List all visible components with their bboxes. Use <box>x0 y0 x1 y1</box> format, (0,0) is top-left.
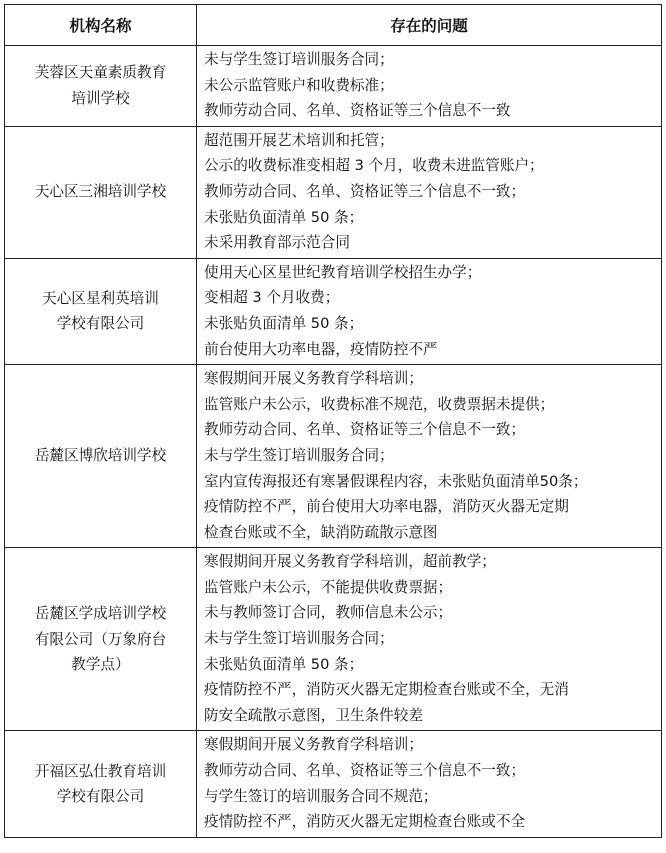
issue-line: 教师劳动合同、名单、资格证等三个信息不一致 <box>204 102 511 120</box>
issue-line: 未与教师签订合同，教师信息未公示； <box>204 604 453 622</box>
institution-name-line: 芙蓉区天童素质教育 <box>34 64 167 82</box>
header-institution-name: 机构名称 <box>5 5 197 46</box>
issue-line: 未张贴负面清单 50 条； <box>204 208 364 226</box>
issue-line: 检查台账或不全，缺消防疏散示意图 <box>204 523 438 541</box>
table-row <box>5 126 662 258</box>
institution-name-line: 学校有限公司 <box>56 315 145 333</box>
issue-line: 疫情防控不严，消防灭火器无定期检查台账或不全，无消 <box>204 681 569 699</box>
inspection-table-container <box>4 4 662 838</box>
institution-name-cell <box>5 548 197 731</box>
institution-name-cell <box>5 46 197 127</box>
issue-line: 寒假期间开展义务教育学科培训，超前教学； <box>204 553 496 571</box>
table-row <box>5 548 662 731</box>
table-row <box>5 258 662 364</box>
issue-line: 寒假期间开展义务教育学科培训； <box>204 736 423 754</box>
issues-cell <box>197 258 662 364</box>
institution-name-line: 岳麓区学成培训学校 <box>34 604 167 622</box>
header-issues: 存在的问题 <box>197 5 662 46</box>
institution-name-cell <box>5 365 197 548</box>
table-row <box>5 46 662 127</box>
issues-cell <box>197 548 662 731</box>
issue-line: 未采用教育部示范合同 <box>204 234 350 252</box>
issue-line: 变相超 3 个月收费； <box>204 289 340 307</box>
institution-name-line: 开福区弘仕教育培训 <box>34 762 167 780</box>
institution-name-line: 有限公司（万象府台 <box>34 630 167 648</box>
table-row <box>5 365 662 548</box>
issue-line: 疫情防控不严，前台使用大功率电器，消防灭火器无定期 <box>204 498 569 516</box>
issue-line: 监管账户未公示，收费标准不规范，收费票据未提供； <box>204 395 555 413</box>
issue-line: 教师劳动合同、名单、资格证等三个信息不一致； <box>204 421 526 439</box>
issue-line: 疫情防控不严，消防灭火器无定期检查台账或不全 <box>204 813 526 831</box>
issue-line: 监管账户未公示，不能提供收费票据； <box>204 578 453 596</box>
institution-name-cell <box>5 731 197 837</box>
issue-line: 室内宣传海报还有寒暑假课程内容，未张贴负面清单50条； <box>204 472 588 490</box>
issue-line: 使用天心区星世纪教育培训学校招生办学； <box>204 263 482 281</box>
issue-line: 未与学生签订培训服务合同； <box>204 630 394 648</box>
issue-line: 未公示监管账户和收费标准； <box>204 76 394 94</box>
institution-name-line: 天心区三湘培训学校 <box>34 183 167 201</box>
institution-name-line: 岳麓区博欣培训学校 <box>34 447 167 465</box>
institution-name-line: 培训学校 <box>71 89 130 107</box>
issues-cell <box>197 731 662 837</box>
issue-line: 超范围开展艺术培训和托管； <box>204 131 394 149</box>
issue-line: 未张贴负面清单 50 条； <box>204 655 364 673</box>
issue-line: 未张贴负面清单 50 条； <box>204 314 364 332</box>
institution-name-line: 天心区星利英培训 <box>42 289 159 307</box>
issue-line: 未与学生签订培训服务合同； <box>204 51 394 68</box>
institution-name-cell <box>5 258 197 364</box>
table-row <box>5 731 662 837</box>
issue-line: 前台使用大功率电器，疫情防控不严 <box>204 340 438 358</box>
issue-line: 防安全疏散示意图，卫生条件较差 <box>204 706 423 724</box>
table-body <box>5 46 662 838</box>
issues-cell <box>197 365 662 548</box>
inspection-table <box>4 4 662 838</box>
institution-name-line: 教学点） <box>71 656 130 674</box>
institution-name-line: 学校有限公司 <box>56 788 145 806</box>
issue-line: 寒假期间开展义务教育学科培训； <box>204 370 423 388</box>
issue-line: 教师劳动合同、名单、资格证等三个信息不一致； <box>204 762 526 780</box>
institution-name-cell <box>5 126 197 258</box>
issue-line: 与学生签订的培训服务合同不规范； <box>204 787 438 805</box>
issues-cell <box>197 126 662 258</box>
issue-line: 公示的收费标准变相超 3 个月，收费未进监管账户； <box>204 157 544 175</box>
issue-line: 教师劳动合同、名单、资格证等三个信息不一致； <box>204 182 526 200</box>
issue-line: 未与学生签订培训服务合同； <box>204 446 394 464</box>
issues-cell <box>197 46 662 127</box>
table-header-row <box>5 5 662 46</box>
